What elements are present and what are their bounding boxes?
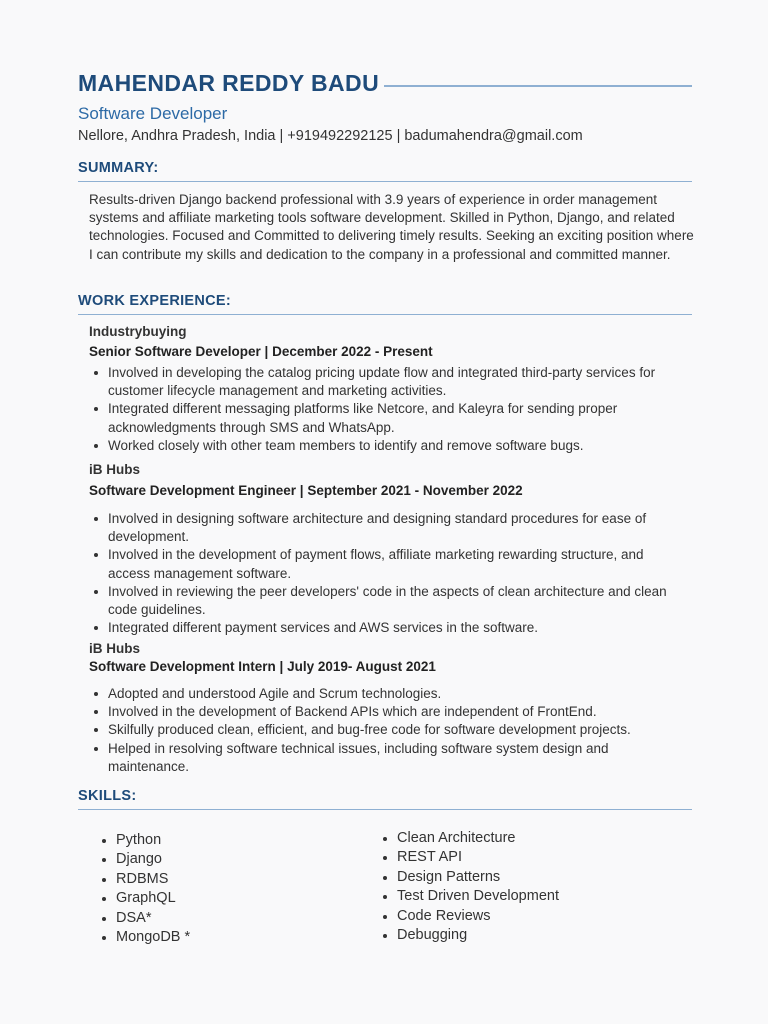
job-bullets — [89, 685, 689, 776]
list-item: Integrated different messaging platforms like Netcore, and Kaleyra for sending proper acknowledgments through SMS and WhatsApp. — [89, 400, 689, 436]
list-item: Involved in designing software architecture and designing standard procedures for ease of development. — [89, 510, 689, 546]
skills-list-left — [100, 831, 190, 947]
list-item: Involved in the development of payment flows, affiliate marketing rewarding structure, and access management software. — [89, 546, 689, 582]
list-item: Involved in the development of Backend APIs which are independent of FrontEnd. — [89, 703, 689, 721]
summary-heading — [78, 160, 692, 182]
work-experience-heading-text: WORK EXPERIENCE: — [78, 293, 232, 309]
job-title: Senior Software Developer | December 2022 - Present — [89, 344, 433, 359]
skill-item: DSA* — [100, 909, 190, 928]
skill-item: RDBMS — [100, 870, 190, 889]
job-bullets — [89, 364, 689, 455]
candidate-name: MAHENDAR REDDY BADU — [78, 70, 380, 96]
skill-item: Design Patterns — [381, 868, 559, 887]
list-item: Involved in reviewing the peer developers' code in the aspects of clean architecture and clean code guidelines. — [89, 583, 689, 619]
skill-item: MongoDB * — [100, 928, 190, 947]
skill-item: Clean Architecture — [381, 829, 559, 848]
contact-line: Nellore, Andhra Pradesh, India | +919492292125 | badumahendra@gmail.com — [78, 128, 583, 144]
list-item: Skilfully produced clean, efficient, and bug-free code for software development projects. — [89, 721, 689, 739]
name-row — [78, 70, 692, 100]
skill-item: Debugging — [381, 926, 559, 945]
summary-text: Results-driven Django backend professional with 3.9 years of experience in order management systems and affiliate marketing tools software development. Skilled in Python, Django, and related technologies. Focused and Committed to delivering timely results. Seeking an exciting position where I can contribute my skills and dedication to the company in a professional and committed manner. — [89, 192, 694, 262]
job-title: Software Development Engineer | September 2021 - November 2022 — [89, 483, 523, 498]
skills-heading — [78, 788, 692, 810]
skills-list-right — [381, 829, 559, 945]
skill-item: Code Reviews — [381, 907, 559, 926]
job-title: Software Development Intern | July 2019- August 2021 — [89, 659, 436, 674]
summary-heading-text: SUMMARY: — [78, 160, 159, 176]
skill-item: GraphQL — [100, 889, 190, 908]
list-item: Adopted and understood Agile and Scrum technologies. — [89, 685, 689, 703]
list-item: Involved in developing the catalog pricing update flow and integrated third-party services for customer lifecycle management and marketing activities. — [89, 364, 689, 400]
skill-item: Django — [100, 850, 190, 869]
job-company: iB Hubs — [89, 641, 141, 656]
name-divider — [384, 85, 692, 87]
skill-item: Python — [100, 831, 190, 850]
list-item: Worked closely with other team members to identify and remove software bugs. — [89, 437, 689, 455]
work-experience-heading — [78, 293, 692, 315]
skills-heading-text: SKILLS: — [78, 788, 137, 804]
job-company: iB Hubs — [89, 462, 141, 477]
job-company: Industrybuying — [89, 324, 187, 339]
skill-item: REST API — [381, 848, 559, 867]
list-item: Integrated different payment services and AWS services in the software. — [89, 619, 689, 637]
job-bullets — [89, 510, 689, 637]
job-role: Software Developer — [78, 104, 228, 123]
skill-item: Test Driven Development — [381, 887, 559, 906]
list-item: Helped in resolving software technical issues, including software system design and maintenance. — [89, 740, 689, 776]
